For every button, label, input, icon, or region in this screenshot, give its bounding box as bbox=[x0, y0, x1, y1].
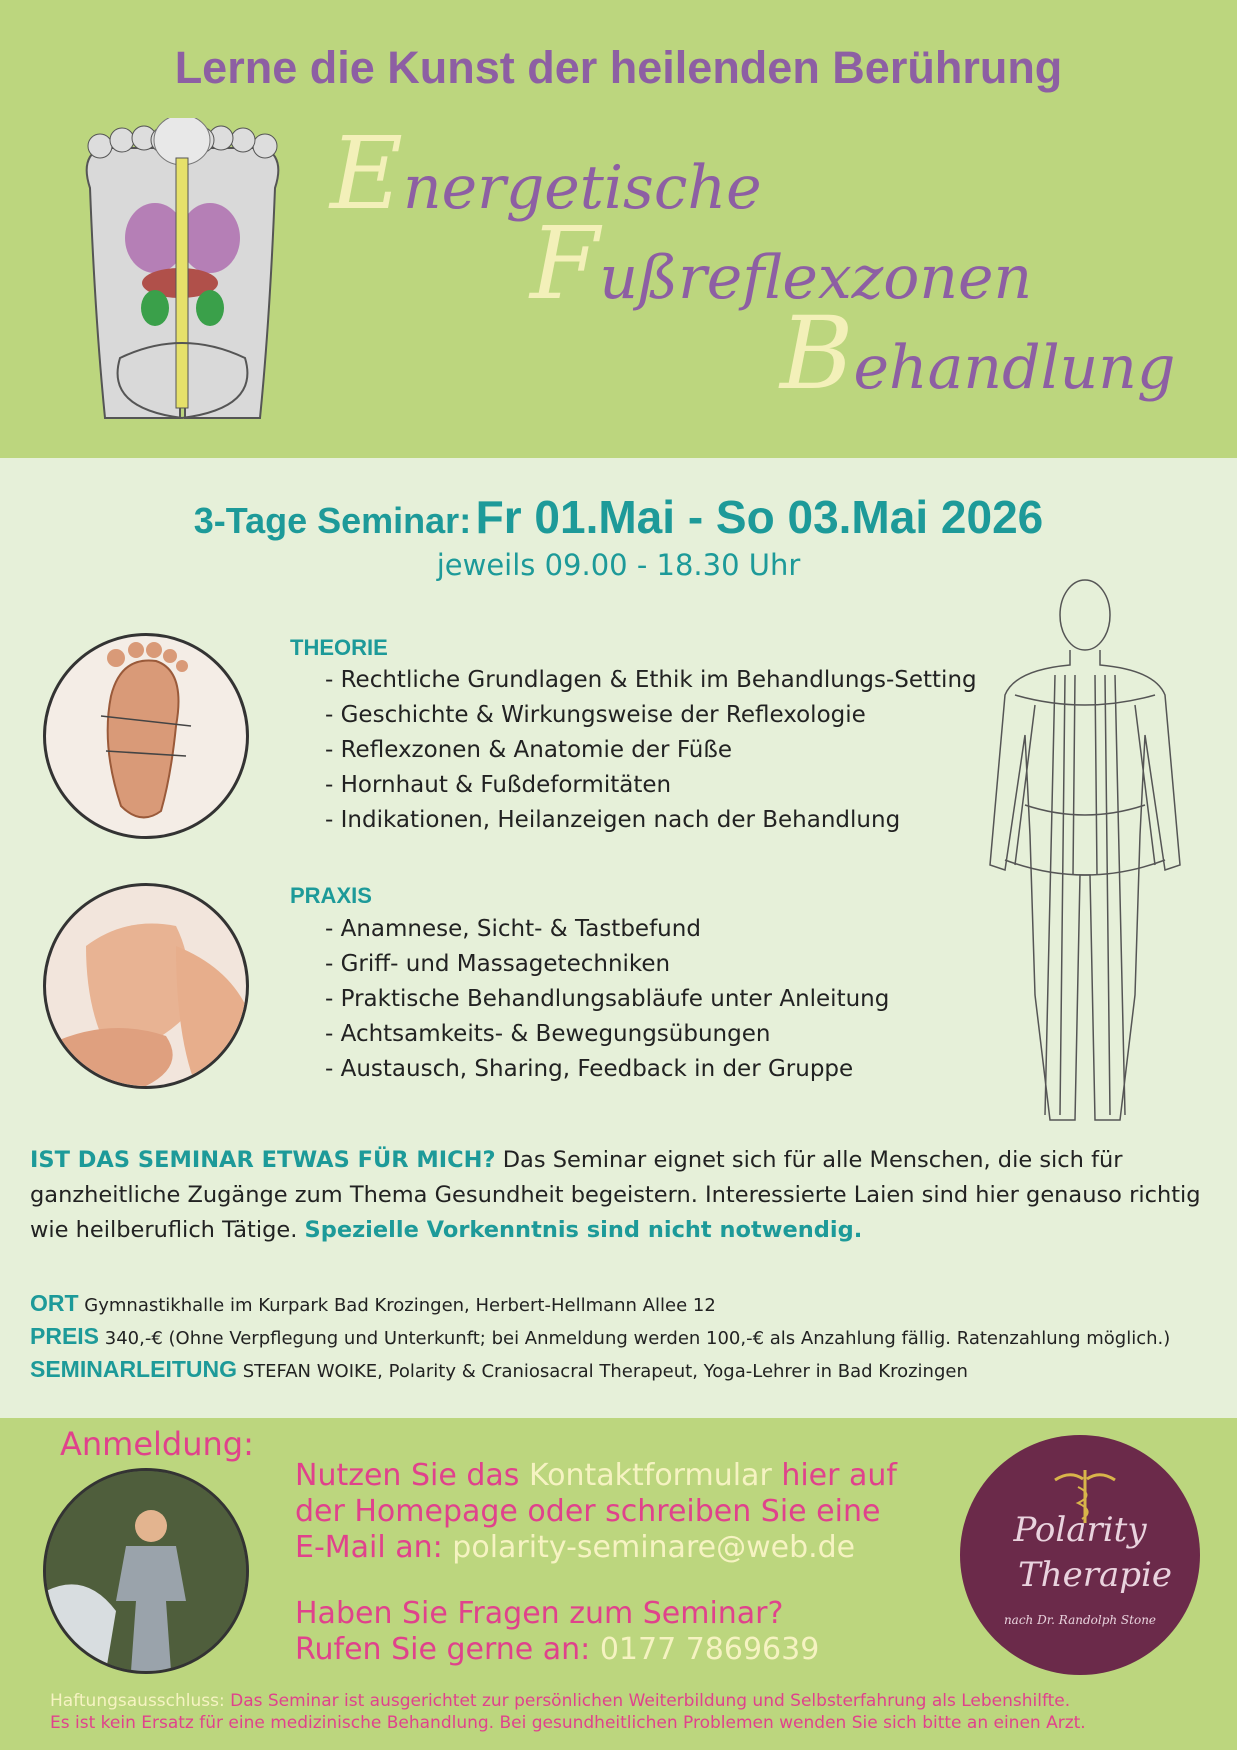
instructor-photo bbox=[43, 1468, 249, 1674]
praxis-title: PRAXIS bbox=[290, 883, 372, 908]
list-item: - Geschichte & Wirkungsweise der Reflexologie bbox=[325, 702, 866, 728]
praxis-list bbox=[325, 912, 889, 1087]
contact-text: Nutzen Sie das Kontaktformular hier auf der Homepage oder schreiben Sie eine E-Mail an: polarity-seminare@web.de Haben Sie Fragen zum Seminar? Rufen Sie gerne an: 0177 7869639 bbox=[295, 1458, 897, 1667]
theorie-title: THEORIE bbox=[290, 635, 388, 660]
theorie-list bbox=[325, 663, 977, 838]
title-line-3: Behandlung bbox=[780, 295, 1176, 412]
list-item: - Reflexzonen & Anatomie der Füße bbox=[325, 737, 733, 763]
list-item: - Achtsamkeits- & Bewegungsübungen bbox=[325, 1021, 771, 1047]
seminar-dates: 3-Tage Seminar: Fr 01.Mai - So 03.Mai 2026 bbox=[193, 491, 1044, 543]
disclaimer: Haftungsausschluss: Das Seminar ist ausgerichtet zur persönlichen Weiterbildung und Selbsterfahrung als Lebenshilfte. Es ist kein Ersatz für eine medizinische Behandlung. Bei gesundheitlichen Problemen wenden Sie sich bitte an einen Arzt. bbox=[50, 1691, 1086, 1733]
kontaktformular-link[interactable]: Kontaktformular bbox=[528, 1458, 772, 1493]
list-item: - Indikationen, Heilanzeigen nach der Behandlung bbox=[325, 807, 901, 833]
list-item: - Griff- und Massagetechniken bbox=[325, 951, 671, 977]
feet-reflexology-illustration bbox=[60, 118, 305, 433]
body-meridian-illustration bbox=[975, 575, 1210, 1135]
info-preis: PREIS 340,-€ (Ohne Verpflegung und Unterkunft; bei Anmeldung werden 100,-€ als Anzahlung fällig. Ratenzahlung möglich.) bbox=[30, 1323, 1171, 1349]
title-line-2: Fußreflexzonen bbox=[530, 205, 1033, 322]
title-line-1: Energetische bbox=[330, 115, 762, 232]
list-item: - Anamnese, Sicht- & Tastbefund bbox=[325, 916, 701, 942]
anmeldung-label: Anmeldung: bbox=[60, 1425, 254, 1463]
list-item: - Rechtliche Grundlagen & Ethik im Behandlungs-Setting bbox=[325, 667, 977, 693]
list-item: - Austausch, Sharing, Feedback in der Gruppe bbox=[325, 1056, 854, 1082]
intro-paragraph: IST DAS SEMINAR ETWAS FÜR MICH? Das Seminar eignet sich für alle Menschen, die sich für ganzheitliche Zugänge zum Thema Gesundheit begeistern. Interessierte Laien sind hier genauso richtig wie heilberuflich Tätige. Spezielle Vorkenntnis sind nicht notwendig. bbox=[30, 1147, 1201, 1243]
email-link[interactable]: polarity-seminare@web.de bbox=[452, 1530, 856, 1565]
list-item: - Hornhaut & Fußdeformitäten bbox=[325, 772, 672, 798]
info-leitung: SEMINARLEITUNG STEFAN WOIKE, Polarity & Craniosacral Therapeut, Yoga-Lehrer in Bad Krozingen bbox=[30, 1356, 968, 1382]
phone-link[interactable]: 0177 7869639 bbox=[599, 1632, 820, 1667]
foot-sole-photo bbox=[43, 633, 249, 839]
foot-massage-photo bbox=[43, 883, 249, 1089]
seminar-times: jeweils 09.00 - 18.30 Uhr bbox=[436, 548, 801, 582]
list-item: - Praktische Behandlungsabläufe unter Anleitung bbox=[325, 986, 890, 1012]
headline: Lerne die Kunst der heilenden Berührung bbox=[174, 42, 1063, 93]
info-ort: ORT Gymnastikhalle im Kurpark Bad Krozingen, Herbert-Hellmann Allee 12 bbox=[30, 1290, 716, 1316]
polarity-logo: Polarity Therapie nach Dr. Randolph Stone bbox=[960, 1435, 1200, 1675]
